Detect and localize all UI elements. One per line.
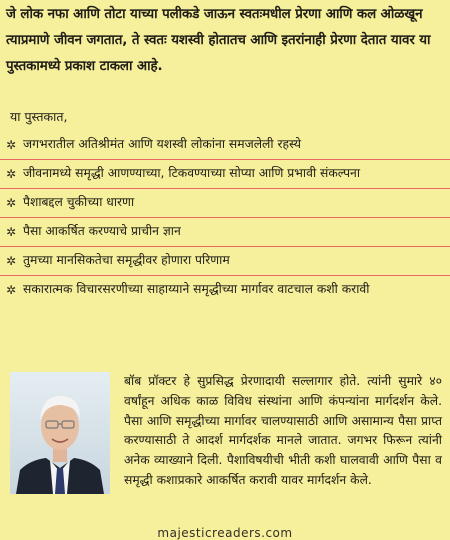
- asterisk-bullet-icon: ✲: [6, 283, 17, 297]
- list-item: [0, 160, 450, 189]
- asterisk-bullet-icon: ✲: [6, 254, 17, 268]
- list-item: [0, 247, 450, 276]
- asterisk-bullet-icon: ✲: [6, 196, 17, 210]
- list-item-text: जीवनामध्ये समृद्धी आणण्याच्या, टिकवण्याच्या सोप्या आणि प्रभावी संकल्पना: [23, 166, 361, 180]
- website-footer: majesticreaders.com: [157, 526, 293, 540]
- asterisk-bullet-icon: ✲: [6, 225, 17, 239]
- list-item: [0, 131, 450, 160]
- asterisk-bullet-icon: ✲: [6, 167, 17, 181]
- list-item-text: पैशाबद्दल चुकीच्या धारणा: [23, 195, 135, 209]
- list-item-text: सकारात्मक विचारसरणीच्या साहाय्याने समृद्धीच्या मार्गावर वाटचाल कशी करावी: [23, 282, 370, 296]
- list-item: [0, 189, 450, 218]
- list-item-text: पैसा आकर्षित करण्याचे प्राचीन ज्ञान: [23, 224, 181, 238]
- list-item-text: तुमच्या मानसिकतेचा समृद्धीवर होणारा परिणाम: [23, 253, 230, 267]
- author-bio: बॉब प्रॉक्टर हे सुप्रसिद्ध प्रेरणादायी सल्लागार होते. त्यांनी सुमारे ४० वर्षांहून अधिक काळ विविध संस्थांना आणि कंपन्यांना मार्गदर्शन केले. पैसा आणि समृद्धीच्या मार्गावर चालण्यासाठी आणि असामान्य पैसा प्राप्त करण्यासाठी ते आदर्श मार्गदर्शक मानले जातात. जगभर फिरून त्यांनी अनेक व्याख्याने दिली. पैशाविषयीची भीती कशी घालवावी आणि पैसा व समृद्धी कशाप्रकारे आकर्षित करावी यावर मार्गदर्शन केले.: [124, 374, 442, 487]
- list-item-text: जगभरातील अतिश्रीमंत आणि यशस्वी लोकांना समजलेली रहस्ये: [23, 137, 301, 151]
- list-item: [0, 276, 450, 304]
- highlights-list: [0, 131, 450, 304]
- author-photo: [10, 372, 110, 494]
- list-item: [0, 218, 450, 247]
- list-lead: या पुस्तकात,: [10, 109, 68, 124]
- intro-paragraph: जे लोक नफा आणि तोटा याच्या पलीकडे जाऊन स्वतःमधील प्रेरणा आणि कल ओळखून त्याप्रमाणे जीवन जगतात, ते स्वतः यशस्वी होतातच आणि इतरांनाही प्रेरणा देतात यावर या पुस्तकामध्ये प्रकाश टाकला आहे.: [6, 7, 431, 74]
- asterisk-bullet-icon: ✲: [6, 138, 17, 152]
